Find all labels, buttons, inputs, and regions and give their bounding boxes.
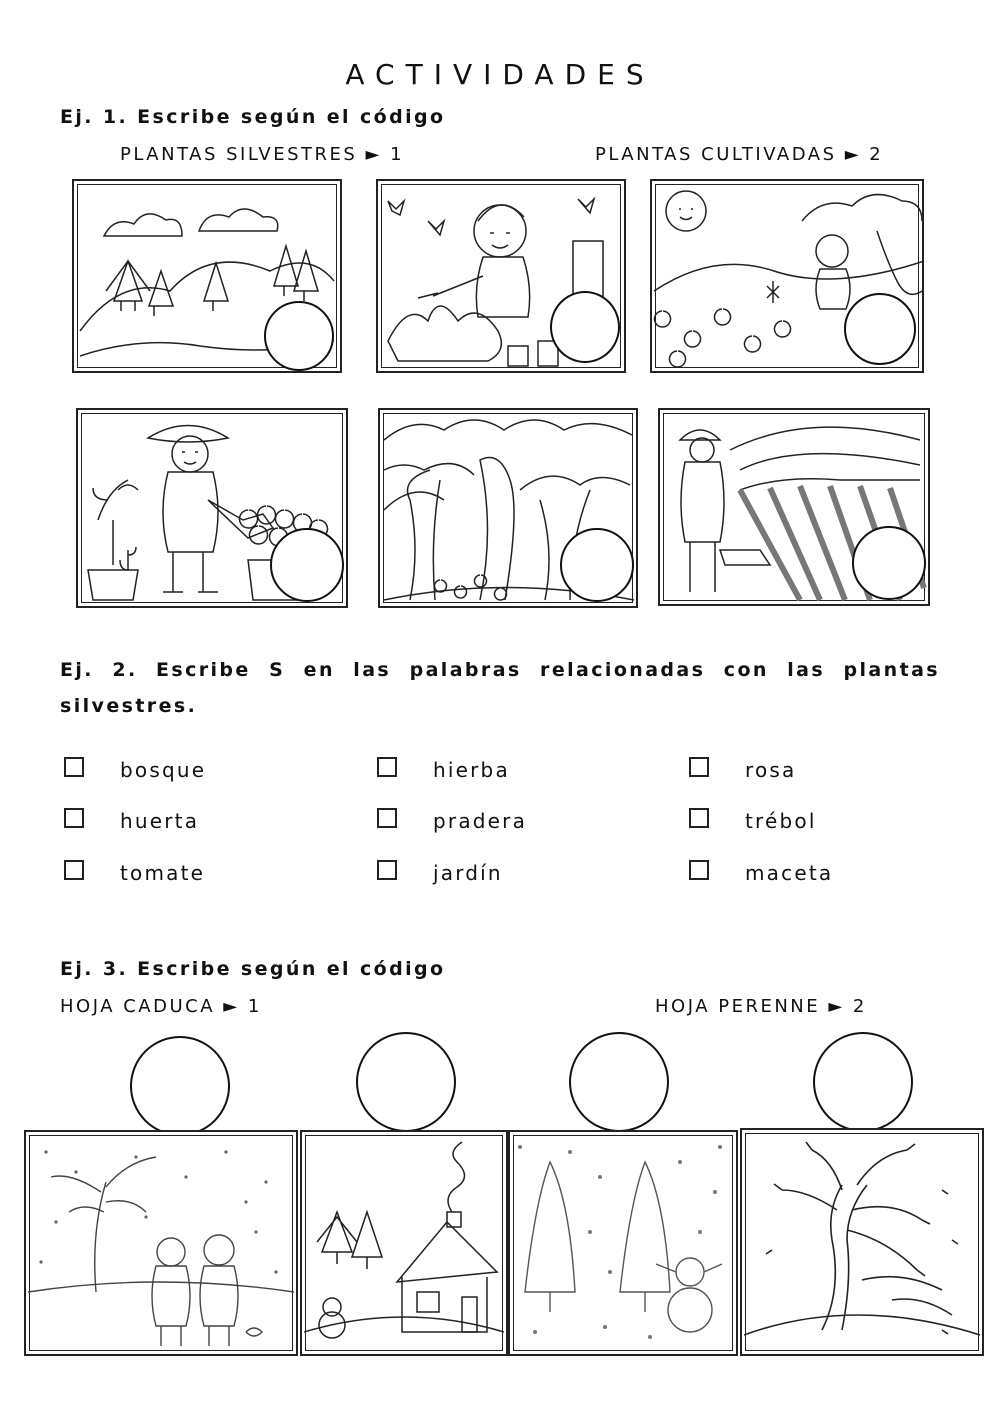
answer-circle[interactable] [852, 526, 926, 600]
checkbox-maceta[interactable] [689, 860, 709, 880]
ex1-image-flower-meadow [650, 179, 924, 373]
ex1-image-man-flowerpots [76, 408, 348, 608]
page-title: ACTIVIDADES [345, 58, 655, 91]
ex3-image-windy-tree [740, 1128, 984, 1356]
word-jardin: jardín [433, 861, 503, 885]
word-pradera: pradera [433, 809, 528, 833]
answer-circle-2[interactable] [356, 1032, 456, 1132]
ex1-image-hills [72, 179, 342, 373]
answer-circle[interactable] [844, 293, 916, 365]
ex3-code-evergreen: HOJA PERENNE ► 2 [655, 996, 867, 1017]
word-tomate: tomate [120, 861, 206, 885]
snowy-firs-illustration [510, 1132, 736, 1354]
ex1-heading: Ej. 1. Escribe según el código [60, 106, 446, 128]
checkbox-rosa[interactable] [689, 757, 709, 777]
checkbox-tomate[interactable] [64, 860, 84, 880]
snowy-house-illustration [302, 1132, 506, 1354]
answer-circle-4[interactable] [813, 1032, 913, 1132]
checkbox-pradera[interactable] [377, 808, 397, 828]
ex3-image-snowy-house [300, 1130, 508, 1356]
ex1-code-wild: PLANTAS SILVESTRES ► 1 [120, 144, 405, 165]
ex1-code-cultivated: PLANTAS CULTIVADAS ► 2 [595, 144, 884, 165]
ex1-image-farmer-field [658, 408, 930, 606]
ex3-code-deciduous: HOJA CADUCA ► 1 [60, 996, 262, 1017]
word-hierba: hierba [433, 758, 510, 782]
ex3-heading: Ej. 3. Escribe según el código [60, 958, 446, 980]
checkbox-jardin[interactable] [377, 860, 397, 880]
ex3-image-snowy-firs-snowman [508, 1130, 738, 1356]
checkbox-hierba[interactable] [377, 757, 397, 777]
ex2-heading: Ej. 2. Escribe S en las palabras relacionadas con las plantas silvestres. [60, 659, 940, 717]
answer-circle[interactable] [264, 301, 334, 371]
checkbox-huerta[interactable] [64, 808, 84, 828]
answer-circle[interactable] [560, 528, 634, 602]
checkbox-bosque[interactable] [64, 757, 84, 777]
word-rosa: rosa [745, 758, 797, 782]
ex1-image-girl-garden [376, 179, 626, 373]
children-snow-illustration [26, 1132, 296, 1354]
ex3-image-children-snow [24, 1130, 298, 1356]
answer-circle[interactable] [270, 528, 344, 602]
word-trebol: trébol [745, 809, 817, 833]
answer-circle-1[interactable] [130, 1036, 230, 1136]
windy-tree-illustration [742, 1130, 982, 1354]
ex1-image-forest [378, 408, 638, 608]
word-huerta: huerta [120, 809, 200, 833]
checkbox-trebol[interactable] [689, 808, 709, 828]
answer-circle-3[interactable] [569, 1032, 669, 1132]
word-bosque: bosque [120, 758, 207, 782]
word-maceta: maceta [745, 861, 834, 885]
answer-circle[interactable] [550, 291, 620, 363]
